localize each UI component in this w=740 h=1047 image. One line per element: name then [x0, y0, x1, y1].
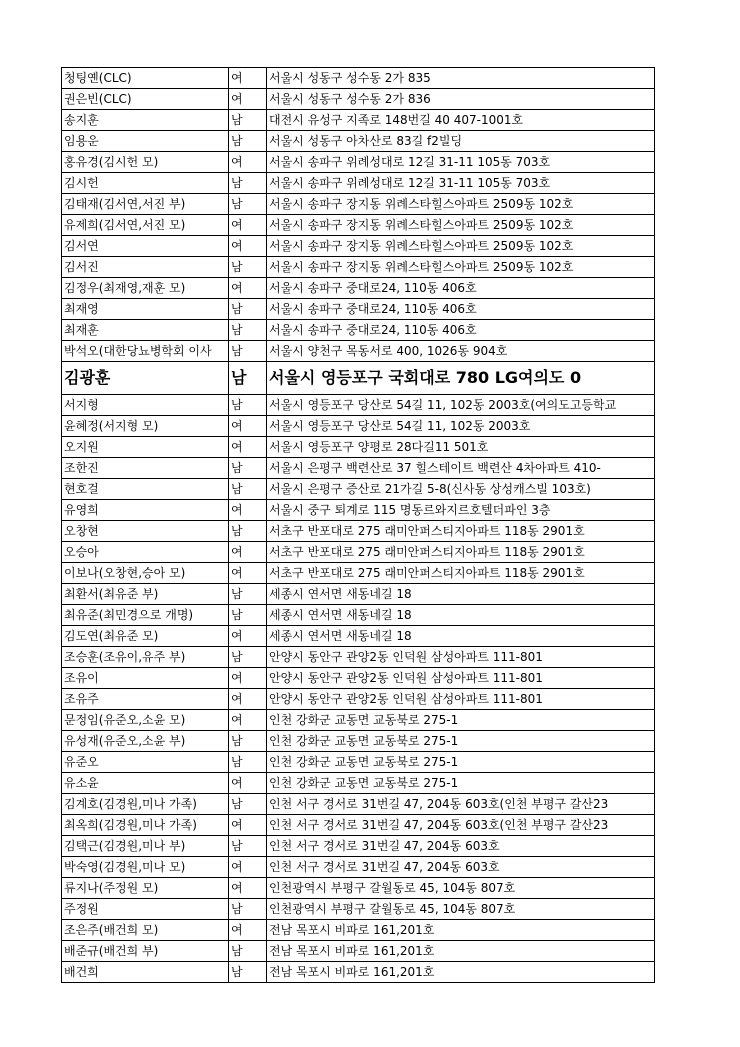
table-row — [62, 236, 655, 257]
name-cell: 박숙영(김경원,미나 모) — [62, 857, 229, 878]
gender-cell: 남 — [229, 362, 267, 395]
table-row — [62, 836, 655, 857]
name-cell: 최환서(최유준 부) — [62, 584, 229, 605]
gender-cell: 남 — [229, 731, 267, 752]
name-cell: 최재훈 — [62, 320, 229, 341]
table-row — [62, 521, 655, 542]
name-cell: 유소윤 — [62, 773, 229, 794]
gender-cell: 여 — [229, 236, 267, 257]
gender-cell: 남 — [229, 458, 267, 479]
gender-cell: 여 — [229, 857, 267, 878]
address-cell: 전남 목포시 비파로 161,201호 — [267, 941, 655, 962]
gender-cell: 남 — [229, 941, 267, 962]
table-row — [62, 194, 655, 215]
table-row — [62, 731, 655, 752]
name-cell: 배준규(배건희 부) — [62, 941, 229, 962]
table-row — [62, 941, 655, 962]
name-cell: 서지형 — [62, 395, 229, 416]
address-cell: 인천 서구 경서로 31번길 47, 204동 603호 — [267, 857, 655, 878]
address-cell: 안양시 동안구 관양2동 인덕원 삼성아파트 111-801 — [267, 689, 655, 710]
name-cell: 김택근(김경원,미나 부) — [62, 836, 229, 857]
name-cell: 김서진 — [62, 257, 229, 278]
name-cell: 문정임(유준오,소윤 모) — [62, 710, 229, 731]
address-cell: 인천 강화군 교동면 교동북로 275-1 — [267, 731, 655, 752]
table-row — [62, 479, 655, 500]
table-row — [62, 89, 655, 110]
table-row — [62, 962, 655, 983]
address-cell: 서울시 송파구 중대로24, 110동 406호 — [267, 278, 655, 299]
address-cell: 대전시 유성구 지족로 148번길 40 407-1001호 — [267, 110, 655, 131]
gender-cell: 여 — [229, 500, 267, 521]
table-row — [62, 542, 655, 563]
table-row — [62, 878, 655, 899]
name-cell: 유영희 — [62, 500, 229, 521]
address-cell: 서울시 송파구 장지동 위례스타힐스아파트 2509동 102호 — [267, 257, 655, 278]
table-row — [62, 920, 655, 941]
name-cell: 권은빈(CLC) — [62, 89, 229, 110]
address-cell: 서초구 반포대로 275 래미안퍼스티지아파트 118동 2901호 — [267, 563, 655, 584]
name-cell: 윤혜정(서지형 모) — [62, 416, 229, 437]
address-cell: 서울시 송파구 위례성대로 12길 31-11 105동 703호 — [267, 152, 655, 173]
table-row — [62, 437, 655, 458]
gender-cell: 여 — [229, 542, 267, 563]
table-row — [62, 605, 655, 626]
gender-cell: 남 — [229, 899, 267, 920]
table-row — [62, 362, 655, 395]
table-row — [62, 794, 655, 815]
address-cell: 인천 서구 경서로 31번길 47, 204동 603호(인천 부평구 갈산23 — [267, 794, 655, 815]
name-cell: 오창현 — [62, 521, 229, 542]
address-table — [61, 67, 655, 983]
address-cell: 서울시 송파구 장지동 위례스타힐스아파트 2509동 102호 — [267, 215, 655, 236]
table-row — [62, 857, 655, 878]
table-row — [62, 689, 655, 710]
address-cell: 서울시 송파구 중대로24, 110동 406호 — [267, 299, 655, 320]
gender-cell: 남 — [229, 110, 267, 131]
address-cell: 서울시 은평구 백련산로 37 힐스테이트 백련산 4차아파트 410- — [267, 458, 655, 479]
address-cell: 서울시 영등포구 당산로 54길 11, 102동 2003호(여의도고등학교 — [267, 395, 655, 416]
name-cell: 조은주(배건희 모) — [62, 920, 229, 941]
name-cell: 박석오(대한당뇨병학회 이사 — [62, 341, 229, 362]
address-cell: 세종시 연서면 새동네길 18 — [267, 626, 655, 647]
gender-cell: 여 — [229, 437, 267, 458]
gender-cell: 여 — [229, 689, 267, 710]
address-cell: 서울시 송파구 장지동 위례스타힐스아파트 2509동 102호 — [267, 236, 655, 257]
name-cell: 김정우(최재영,재훈 모) — [62, 278, 229, 299]
table-row — [62, 815, 655, 836]
address-cell: 인천 서구 경서로 31번길 47, 204동 603호(인천 부평구 갈산23 — [267, 815, 655, 836]
name-cell: 유제희(김서연,서진 모) — [62, 215, 229, 236]
name-cell: 최유준(최민경으로 개명) — [62, 605, 229, 626]
address-cell: 서울시 성동구 성수동 2가 835 — [267, 68, 655, 89]
table-row — [62, 668, 655, 689]
table-row — [62, 395, 655, 416]
gender-cell: 남 — [229, 752, 267, 773]
table-row — [62, 257, 655, 278]
gender-cell: 남 — [229, 584, 267, 605]
table-row — [62, 710, 655, 731]
gender-cell: 여 — [229, 878, 267, 899]
address-cell: 서울시 양천구 목동서로 400, 1026동 904호 — [267, 341, 655, 362]
address-cell: 서울시 영등포구 국회대로 780 LG여의도 0 — [267, 362, 655, 395]
gender-cell: 여 — [229, 668, 267, 689]
address-cell: 서울시 은평구 증산로 21가길 5-8(신사동 상성캐스빌 103호) — [267, 479, 655, 500]
address-cell: 인천 강화군 교동면 교동북로 275-1 — [267, 752, 655, 773]
name-cell: 임용운 — [62, 131, 229, 152]
gender-cell: 여 — [229, 278, 267, 299]
gender-cell: 여 — [229, 68, 267, 89]
name-cell: 김태재(김서연,서진 부) — [62, 194, 229, 215]
address-cell: 전남 목포시 비파로 161,201호 — [267, 920, 655, 941]
name-cell: 최옥희(김경원,미나 가족) — [62, 815, 229, 836]
address-cell: 서울시 송파구 위례성대로 12길 31-11 105동 703호 — [267, 173, 655, 194]
name-cell: 이보나(오창현,승아 모) — [62, 563, 229, 584]
gender-cell: 여 — [229, 152, 267, 173]
name-cell: 김도연(최유준 모) — [62, 626, 229, 647]
address-cell: 전남 목포시 비파로 161,201호 — [267, 962, 655, 983]
address-cell: 서초구 반포대로 275 래미안퍼스티지아파트 118동 2901호 — [267, 542, 655, 563]
table-row — [62, 416, 655, 437]
gender-cell: 여 — [229, 815, 267, 836]
gender-cell: 여 — [229, 773, 267, 794]
gender-cell: 남 — [229, 647, 267, 668]
gender-cell: 남 — [229, 794, 267, 815]
table-row — [62, 278, 655, 299]
name-cell: 현호걸 — [62, 479, 229, 500]
gender-cell: 여 — [229, 563, 267, 584]
table-row — [62, 563, 655, 584]
gender-cell: 여 — [229, 416, 267, 437]
table-row — [62, 752, 655, 773]
name-cell: 조한진 — [62, 458, 229, 479]
address-cell: 인천 강화군 교동면 교동북로 275-1 — [267, 773, 655, 794]
table-row — [62, 110, 655, 131]
address-cell: 안양시 동안구 관양2동 인덕원 삼성아파트 111-801 — [267, 647, 655, 668]
address-cell: 서울시 송파구 장지동 위례스타힐스아파트 2509동 102호 — [267, 194, 655, 215]
table-row — [62, 647, 655, 668]
gender-cell: 남 — [229, 131, 267, 152]
address-cell: 세종시 연서면 새동네길 18 — [267, 605, 655, 626]
gender-cell: 남 — [229, 479, 267, 500]
name-cell: 오승아 — [62, 542, 229, 563]
address-cell: 서울시 성동구 아차산로 83길 f2빌딩 — [267, 131, 655, 152]
name-cell: 김서연 — [62, 236, 229, 257]
address-cell: 인천광역시 부평구 갈월동로 45, 104동 807호 — [267, 899, 655, 920]
gender-cell: 남 — [229, 341, 267, 362]
name-cell: 최재영 — [62, 299, 229, 320]
name-cell: 김계호(김경원,미나 가족) — [62, 794, 229, 815]
gender-cell: 여 — [229, 710, 267, 731]
address-cell: 서울시 송파구 중대로24, 110동 406호 — [267, 320, 655, 341]
table-row — [62, 458, 655, 479]
gender-cell: 남 — [229, 173, 267, 194]
table-row — [62, 584, 655, 605]
address-table-body — [62, 68, 655, 983]
table-row — [62, 341, 655, 362]
name-cell: 조승훈(조유이,유주 부) — [62, 647, 229, 668]
name-cell: 오지원 — [62, 437, 229, 458]
name-cell: 조유주 — [62, 689, 229, 710]
name-cell: 홍유경(김시헌 모) — [62, 152, 229, 173]
table-row — [62, 215, 655, 236]
address-cell: 인천광역시 부평구 갈월동로 45, 104동 807호 — [267, 878, 655, 899]
name-cell: 김광훈 — [62, 362, 229, 395]
gender-cell: 남 — [229, 605, 267, 626]
address-cell: 서울시 중구 퇴계로 115 명동르와지르호텔더파인 3층 — [267, 500, 655, 521]
address-cell: 세종시 연서면 새동네길 18 — [267, 584, 655, 605]
gender-cell: 남 — [229, 320, 267, 341]
table-row — [62, 299, 655, 320]
table-row — [62, 152, 655, 173]
address-cell: 서울시 영등포구 양평로 28다길11 501호 — [267, 437, 655, 458]
address-cell: 인천 서구 경서로 31번길 47, 204동 603호 — [267, 836, 655, 857]
table-row — [62, 320, 655, 341]
gender-cell: 남 — [229, 962, 267, 983]
gender-cell: 여 — [229, 920, 267, 941]
gender-cell: 남 — [229, 395, 267, 416]
name-cell: 송지훈 — [62, 110, 229, 131]
table-row — [62, 68, 655, 89]
name-cell: 유성재(유준오,소윤 부) — [62, 731, 229, 752]
gender-cell: 남 — [229, 299, 267, 320]
gender-cell: 여 — [229, 215, 267, 236]
table-row — [62, 173, 655, 194]
gender-cell: 여 — [229, 89, 267, 110]
name-cell: 청팅옌(CLC) — [62, 68, 229, 89]
gender-cell: 남 — [229, 257, 267, 278]
gender-cell: 남 — [229, 194, 267, 215]
table-row — [62, 500, 655, 521]
name-cell: 김시헌 — [62, 173, 229, 194]
gender-cell: 남 — [229, 521, 267, 542]
address-cell: 서초구 반포대로 275 래미안퍼스티지아파트 118동 2901호 — [267, 521, 655, 542]
name-cell: 류지나(주정원 모) — [62, 878, 229, 899]
table-row — [62, 131, 655, 152]
name-cell: 조유이 — [62, 668, 229, 689]
table-row — [62, 899, 655, 920]
name-cell: 유준오 — [62, 752, 229, 773]
table-row — [62, 626, 655, 647]
gender-cell: 여 — [229, 626, 267, 647]
address-cell: 서울시 성동구 성수동 2가 836 — [267, 89, 655, 110]
address-cell: 안양시 동안구 관양2동 인덕원 삼성아파트 111-801 — [267, 668, 655, 689]
gender-cell: 남 — [229, 836, 267, 857]
name-cell: 주정원 — [62, 899, 229, 920]
name-cell: 배건희 — [62, 962, 229, 983]
table-row — [62, 773, 655, 794]
address-cell: 서울시 영등포구 당산로 54길 11, 102동 2003호 — [267, 416, 655, 437]
address-cell: 인천 강화군 교동면 교동북로 275-1 — [267, 710, 655, 731]
